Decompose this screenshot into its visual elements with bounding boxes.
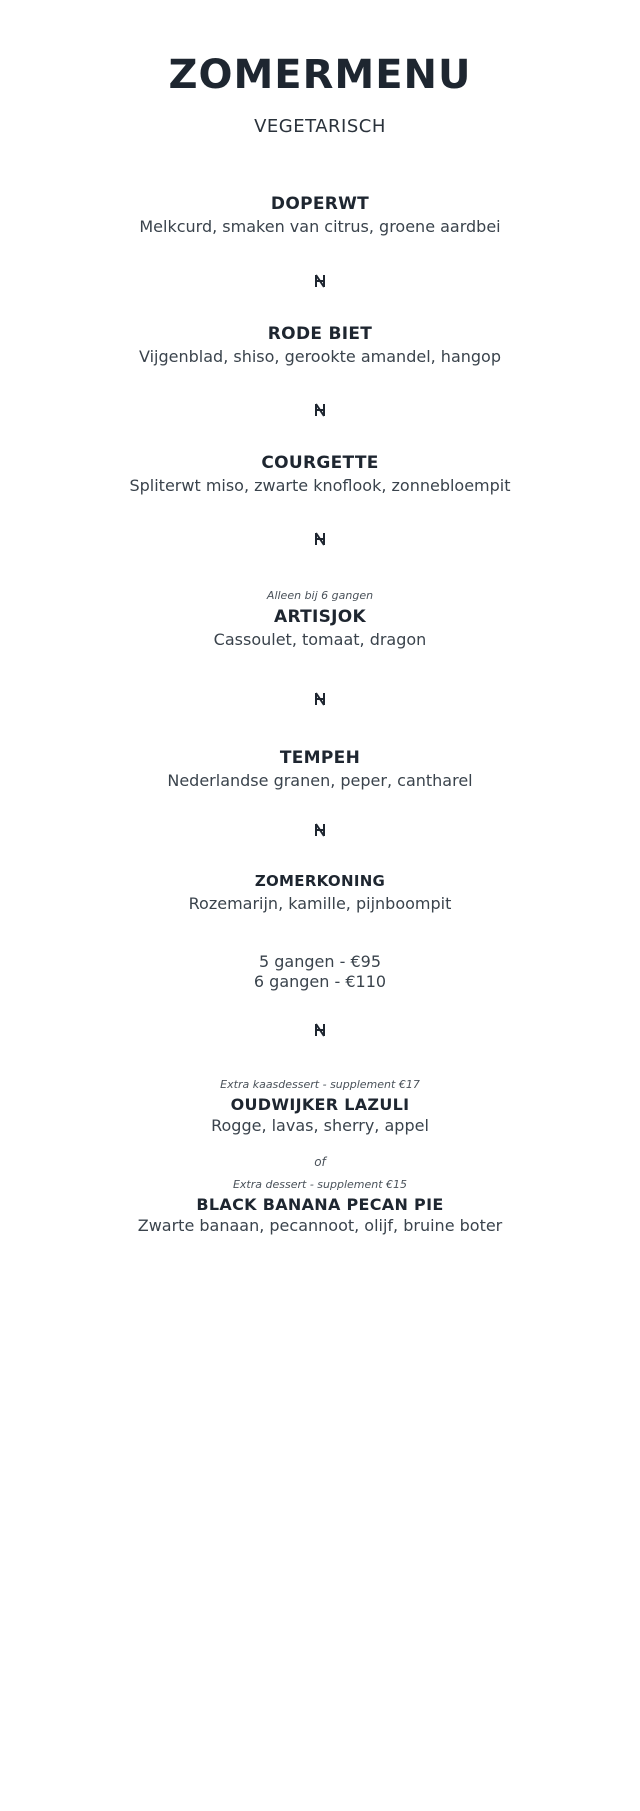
course-note-artisjok: Alleen bij 6 gangen — [266, 589, 374, 602]
course-description-doperwt: Melkcurd, smaken van citrus, groene aardbei — [139, 217, 501, 236]
logo-monogram-icon — [310, 531, 330, 547]
page-subtitle: VEGETARISCH — [254, 116, 386, 137]
logo-monogram-icon — [310, 691, 330, 707]
course-name-tempeh: TEMPEH — [279, 748, 361, 768]
extra-description-oudwijker-lazuli: Rogge, lavas, sherry, appel — [211, 1116, 429, 1135]
course-name-courgette: COURGETTE — [261, 453, 379, 473]
page-title: ZOMERMENU — [168, 52, 472, 98]
extra-note-cheese: Extra kaasdessert - supplement €17 — [220, 1078, 420, 1091]
extra-note-dessert: Extra dessert - supplement €15 — [232, 1178, 408, 1191]
course-name-rode-biet: RODE BIET — [267, 324, 373, 344]
logo-monogram-icon — [310, 273, 330, 289]
course-description-zomerkoning: Rozemarijn, kamille, pijnboompit — [188, 894, 452, 913]
price-six-courses: 6 gangen - €110 — [253, 972, 387, 991]
extra-name-oudwijker-lazuli: OUDWIJKER LAZULI — [230, 1095, 410, 1114]
extra-description-black-banana-pecan-pie: Zwarte banaan, pecannoot, olijf, bruine boter — [137, 1216, 503, 1235]
course-description-artisjok: Cassoulet, tomaat, dragon — [213, 630, 427, 649]
course-name-doperwt: DOPERWT — [270, 194, 370, 214]
course-description-courgette: Spliterwt miso, zwarte knoflook, zonnebloempit — [129, 476, 511, 495]
price-five-courses: 5 gangen - €95 — [259, 952, 381, 971]
extra-name-black-banana-pecan-pie: BLACK BANANA PECAN PIE — [196, 1195, 444, 1214]
course-description-rode-biet: Vijgenblad, shiso, gerookte amandel, hangop — [139, 347, 501, 366]
course-name-zomerkoning: ZOMERKONING — [254, 872, 386, 890]
logo-monogram-icon — [310, 822, 330, 838]
logo-monogram-icon — [310, 1022, 330, 1038]
course-name-artisjok: ARTISJOK — [274, 607, 366, 627]
logo-monogram-icon — [310, 402, 330, 418]
course-description-tempeh: Nederlandse granen, peper, cantharel — [167, 771, 473, 790]
or-text: of — [314, 1155, 326, 1169]
